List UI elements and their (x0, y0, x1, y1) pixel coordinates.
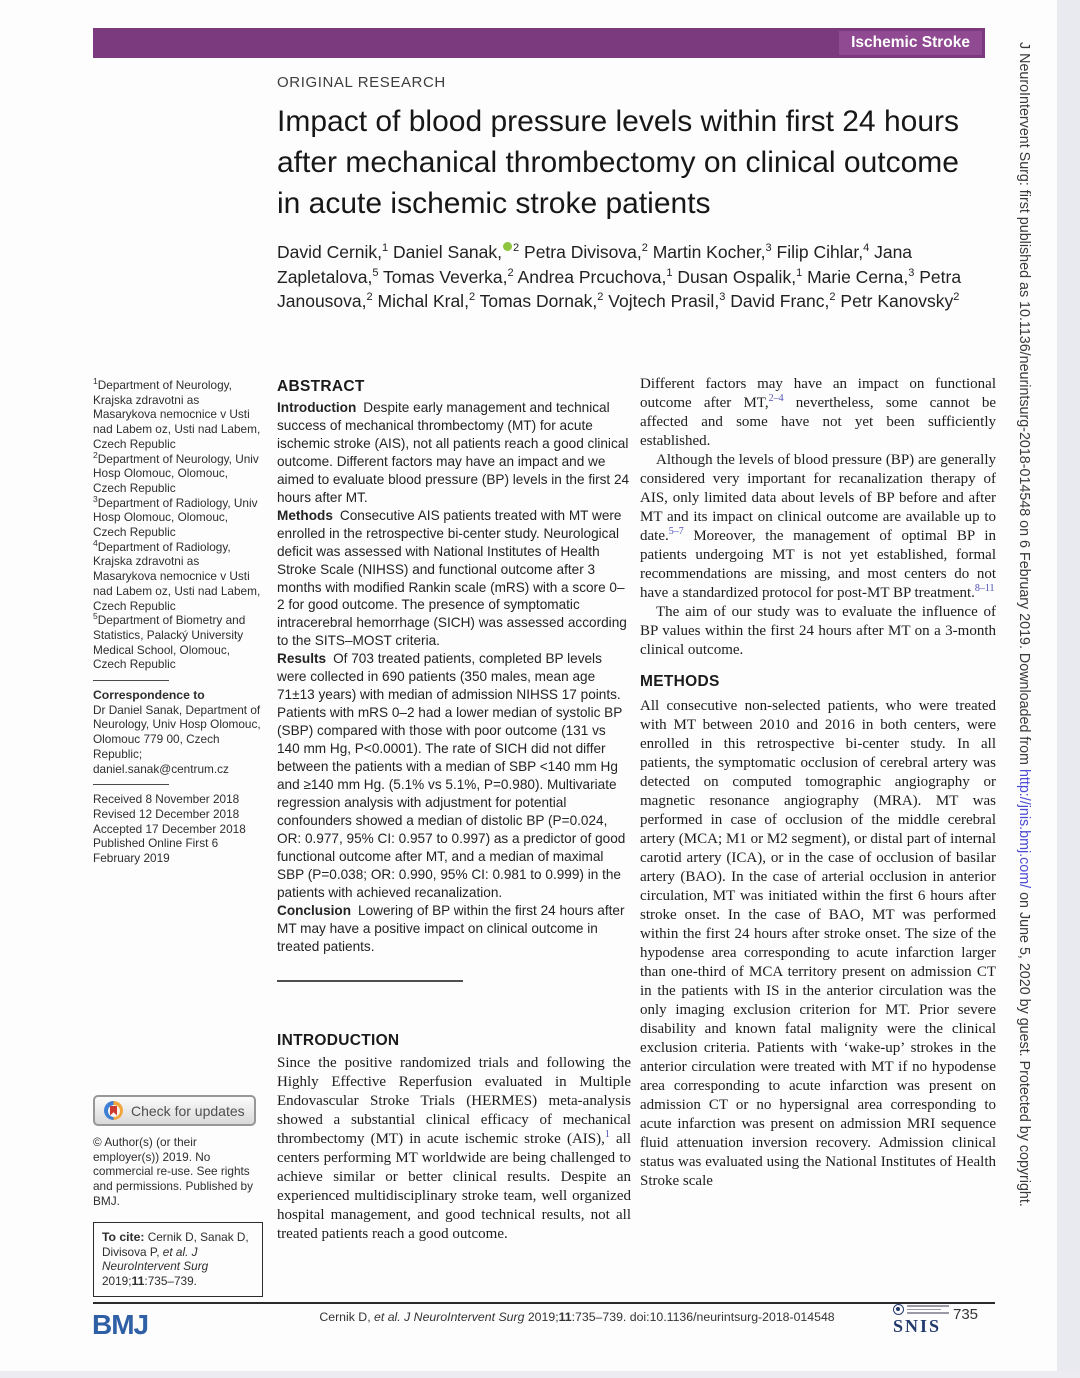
author-affiliation-superscript: 2 (468, 291, 476, 304)
author: Tomas Veverka,$^2$ (383, 266, 514, 287)
bmj-logo: BMJ (92, 1309, 149, 1340)
body-paragraph: All consecutive non-selected patients, who were treated with MT between 2010 and 2016 in both centers, were enrolled in this retrospective bi-center study. In all patients, the symptomatic occlusion of cerebral artery was detected on computed tomographic angiography or magnetic resonance angiography (MRA). MT was performed in case of occlusion of the middle cerebral artery (MCA; M1 or M2 segment), or distal part of internal carotid artery (ICA), or in the case of occlusion of basilar artery (BAO). In the case of arterial occlusion in anterior circulation, MT was initiated within the first 6 hours after stroke onset. In the case of BAO, MT was performed within the first 24 hours after stroke onset. The size of the hypodense area corresponding to acute infarction larger than one-third of MCA territory present on admission CT in the patients with IS in the anterior circulation was the only imaging exclusion criterion for MT. Prior severe disability and known fatal malignity were the clinical exclusion criteria. Patients with ‘wake-up’ strokes in the anterior circulation were treated with MT if no hypodense area corresponding to acute infarction was present on admission CT or no hypersignal area corresponding to acute infarction was present on admission MRI sequence fluid attenuation inversion recovery. Admission clinical status was evaluated using the National Institutes of Health Stroke scale (640, 698, 996, 1189)
abstract-section-label: Introduction (277, 400, 357, 415)
correspondence-heading: Correspondence to (93, 688, 205, 703)
author: Jana Zapletalova,$^5$ (277, 242, 913, 287)
abstract-section-label: Results (277, 651, 327, 667)
reference-superscript: 1 (604, 1128, 610, 1140)
to-cite-etal: et al. (162, 1244, 189, 1259)
footer-citation: Cernik D, et al. J NeuroIntervent Surg 2019;11:735–739. doi:10.1136/neurintsurg-2018-014548 (319, 1310, 835, 1324)
provenance-text-after: on June 5, 2020 by guest. Protected by copyright. (1016, 888, 1032, 1207)
author-affiliation-superscript: 2 (513, 242, 520, 255)
abstract-section-label: Conclusion (277, 902, 352, 918)
to-cite-box (93, 1222, 263, 1297)
affiliation-item: $^4$Department of Radiology, Krajska zdravotni as Masarykova nemocnice v Usti nad Labem oz, Usti nad Labem, Czech Republic (93, 537, 261, 613)
correspondence-text: Dr Daniel Sanak, Department of Neurology, Univ Hosp Olomouc, Olomouc 779 00, Czech Republic; daniel.sanak@centrum.cz (93, 702, 261, 776)
page-number: 735 (953, 1306, 979, 1323)
article-kicker: ORIGINAL RESEARCH (277, 74, 446, 91)
sidebar-divider (93, 784, 169, 785)
affiliation-list (93, 378, 263, 672)
orcid-icon[interactable] (503, 242, 512, 251)
author-affiliation-superscript: 2 (953, 291, 960, 304)
abstract-section: Methods Consecutive AIS patients treated with MT were enrolled in the retrospective bi-center study. Neurological deficit was assessed with National Institutes of Health Stroke Scale (NIHSS) and functional outcome after 3 months with modified Rankin scale (mRS) with a score 0–2 for good outcome. The presence of symptomatic intracerebral hemorrhage (SICH) was assessed according to the SITS–MOST criteria. (277, 507, 627, 649)
check-for-updates-button[interactable] (93, 1095, 256, 1126)
sidebar-divider (93, 680, 169, 681)
body-paragraph: Since the positive randomized trials and following the Highly Effective Reperfusion evaluated in Multiple Endovascular Stroke Trials (HERMES) meta-analysis showed a substantial clinical efficacy of mechanical thrombectomy (MT) in acute ischemic stroke (AIS),$^1$ all centers performing MT worldwide are being challenged to achieve similar or better clinical results. Despite an experienced multidisciplinary stroke team, well organized hospital management, and good technical results, not all treated patients reach a good outcome. (277, 1054, 631, 1242)
author-list (277, 240, 992, 314)
journal-provenance-sidebar (1016, 42, 1032, 1374)
affiliation-item: $^3$Department of Radiology, Univ Hosp Olomouc, Olomouc, Czech Republic (93, 493, 258, 540)
author: Tomas Dornak,$^2$ (479, 291, 604, 311)
author: Filip Cihlar,$^4$ (776, 242, 870, 262)
article-title: Impact of blood pressure levels within first 24 hours after mechanical thrombectomy on clinical outcome in acute ischemic stroke patients (277, 105, 959, 220)
snis-emblem-icon (893, 1304, 904, 1315)
scan-edge-right (1057, 0, 1080, 1378)
methods-heading: METHODS (640, 673, 720, 690)
history-item: Revised 12 December 2018 (93, 806, 240, 821)
author: David Franc,$^2$ (730, 291, 836, 311)
reference-superscript: 2–4 (768, 393, 784, 404)
introduction-continued (640, 375, 996, 660)
provenance-text-before: J NeuroIntervent Surg: first published as 10.1136/neurintsurg-2018-014548 on 6 February 2019. Downloaded from (1016, 42, 1032, 769)
author-affiliation-superscript: 2 (366, 291, 373, 304)
abstract-section: Conclusion Lowering of BP within the first 24 hours after MT may have a positive impact on clinical outcome in treated patients. (277, 902, 625, 954)
topic-banner-label: Ischemic Stroke (839, 31, 982, 55)
methods-body (640, 697, 996, 1191)
introduction-heading: INTRODUCTION (277, 1031, 400, 1049)
abstract-heading: ABSTRACT (277, 378, 365, 395)
author-affiliation-superscript: 4 (863, 242, 870, 255)
affiliation-item: $^1$Department of Neurology, Krajska zdravotni as Masarykova nemocnice v Usti nad Labem oz, Usti nad Labem, Czech Republic (93, 376, 261, 451)
author-affiliation-superscript: 2 (597, 291, 604, 304)
to-cite-authors: Cernik D, Sanak D, Divisova P, (102, 1230, 249, 1259)
introduction-body (277, 1054, 631, 1244)
to-cite-journal: J NeuroIntervent Surg (102, 1244, 209, 1274)
left-sidebar (93, 378, 263, 866)
abstract-section-label: Methods (277, 507, 333, 523)
author: Petr Kanovsky$^2$ (840, 291, 960, 311)
snis-wordmark: SNIS (893, 1316, 942, 1336)
author-affiliation-superscript: 3 (908, 266, 915, 279)
footer-rule (93, 1302, 995, 1304)
body-paragraph: Although the levels of blood pressure (BP) are generally considered very important for recanalization therapy of AIS, only limited data about levels of BP before and after MT and its impact on clinical outcome are available up to date.$^{5-7}$ Moreover, the management of optimal BP in patients undergoing MT is not yet established, formal recommendations are missing, and most centers do not have a standardized protocol for post-MT BP treatment.$^{8-11}$ (640, 452, 996, 601)
reference-superscript: 5–7 (668, 526, 684, 537)
author-affiliation-superscript: 1 (382, 242, 389, 255)
body-paragraph: Different factors may have an impact on functional outcome after MT,$^{2-4}$ nevertheless, some cannot be affected and some have not yet been sufficiently established. (640, 376, 996, 449)
article-history (93, 792, 263, 866)
crossmark-icon (104, 1101, 123, 1120)
author: Michal Kral,$^2$ (377, 291, 476, 311)
history-item: Published Online First 6 February 2019 (93, 836, 219, 866)
author: Dusan Ospalik,$^1$ (677, 266, 803, 287)
right-column (640, 375, 996, 1191)
author-affiliation-superscript: 1 (666, 266, 673, 279)
abstract-column (277, 378, 631, 1244)
author-affiliation-superscript: 3 (719, 291, 726, 304)
to-cite-label: To cite: (102, 1230, 145, 1244)
history-item: Received 8 November 2018 (93, 792, 240, 807)
body-paragraph: The aim of our study was to evaluate the influence of BP values within the first 24 hours after MT on a 3-month clinical outcome. (640, 604, 996, 658)
author-affiliation-superscript: 3 (765, 242, 772, 255)
topic-banner (93, 28, 985, 58)
author: Martin Kocher,$^3$ (652, 242, 772, 262)
copyright-notice: © Author(s) (or their employer(s)) 2019. No commercial re-use. See rights and permissions. Published by BMJ. (93, 1135, 254, 1208)
snis-society-text (907, 1305, 949, 1314)
scan-edge-bottom (0, 1371, 1080, 1378)
affiliation-item: $^2$Department of Neurology, Univ Hosp Olomouc, Olomouc, Czech Republic (93, 449, 259, 495)
author-affiliation-superscript: 1 (796, 266, 803, 279)
author: Petra Janousova,$^2$ (277, 266, 962, 311)
abstract-end-rule (277, 980, 463, 982)
author: Vojtech Prasil,$^3$ (608, 291, 726, 311)
abstract-section: Introduction Despite early management and technical success of mechanical thrombectomy (MT) for acute ischemic stroke (AIS), not all patients reach a good clinical outcome. Different factors may have an impact and we aimed to evaluate blood pressure (BP) levels in the first 24 hours after MT. (277, 400, 630, 505)
author: Petra Divisova,$^2$ (524, 242, 648, 262)
author: David Cernik,$^1$ (277, 242, 389, 262)
history-item: Accepted 17 December 2018 (93, 821, 246, 836)
reference-superscript: 8–11 (974, 583, 995, 594)
author-affiliation-superscript: 2 (641, 242, 648, 255)
author: Marie Cerna,$^3$ (807, 266, 915, 287)
check-for-updates-label: Check for updates (131, 1102, 245, 1119)
author-affiliation-superscript: 2 (829, 291, 836, 304)
author: Andrea Prcuchova,$^1$ (517, 266, 673, 287)
author: Daniel Sanak, $^2$ (393, 242, 520, 262)
affiliation-item: $^5$Department of Biometry and Statistics, Palacký University Medical School, Olomouc, Czech Republic (93, 611, 246, 672)
author-affiliation-superscript: 2 (507, 266, 514, 279)
abstract-body (277, 399, 631, 956)
author-affiliation-superscript: 5 (372, 266, 379, 279)
to-cite-ref: 2019;11:735–739. (102, 1274, 197, 1289)
provenance-link[interactable]: http://jnis.bmj.com/ (1016, 768, 1032, 889)
abstract-section: Results Of 703 treated patients, completed BP levels were collected in 690 patients (350 males, mean age 71±13 years) with median of admission NIHSS 17 points. Patients with mRS 0–2 had a lower median of systolic BP (SBP) compared with those with poor outcome (131 vs 140 mm Hg, P<0.0001). The rate of SICH did not differ between the patients with a median of SBP <140 mm Hg and ≥140 mm Hg. (5.1% vs 5.1%, P=0.980). Multivariate regression analysis with adjustment for potential confounders showed a median of distolic BP (P=0.024, OR: 0.977, 95% CI: 0.957 to 0.997) as a predictor of good functional outcome after MT, and a median of maximal SBP (P=0.038; OR: 0.990, 95% CI: 0.981 to 0.999) in the patients with achieved recanalization. (277, 651, 626, 900)
